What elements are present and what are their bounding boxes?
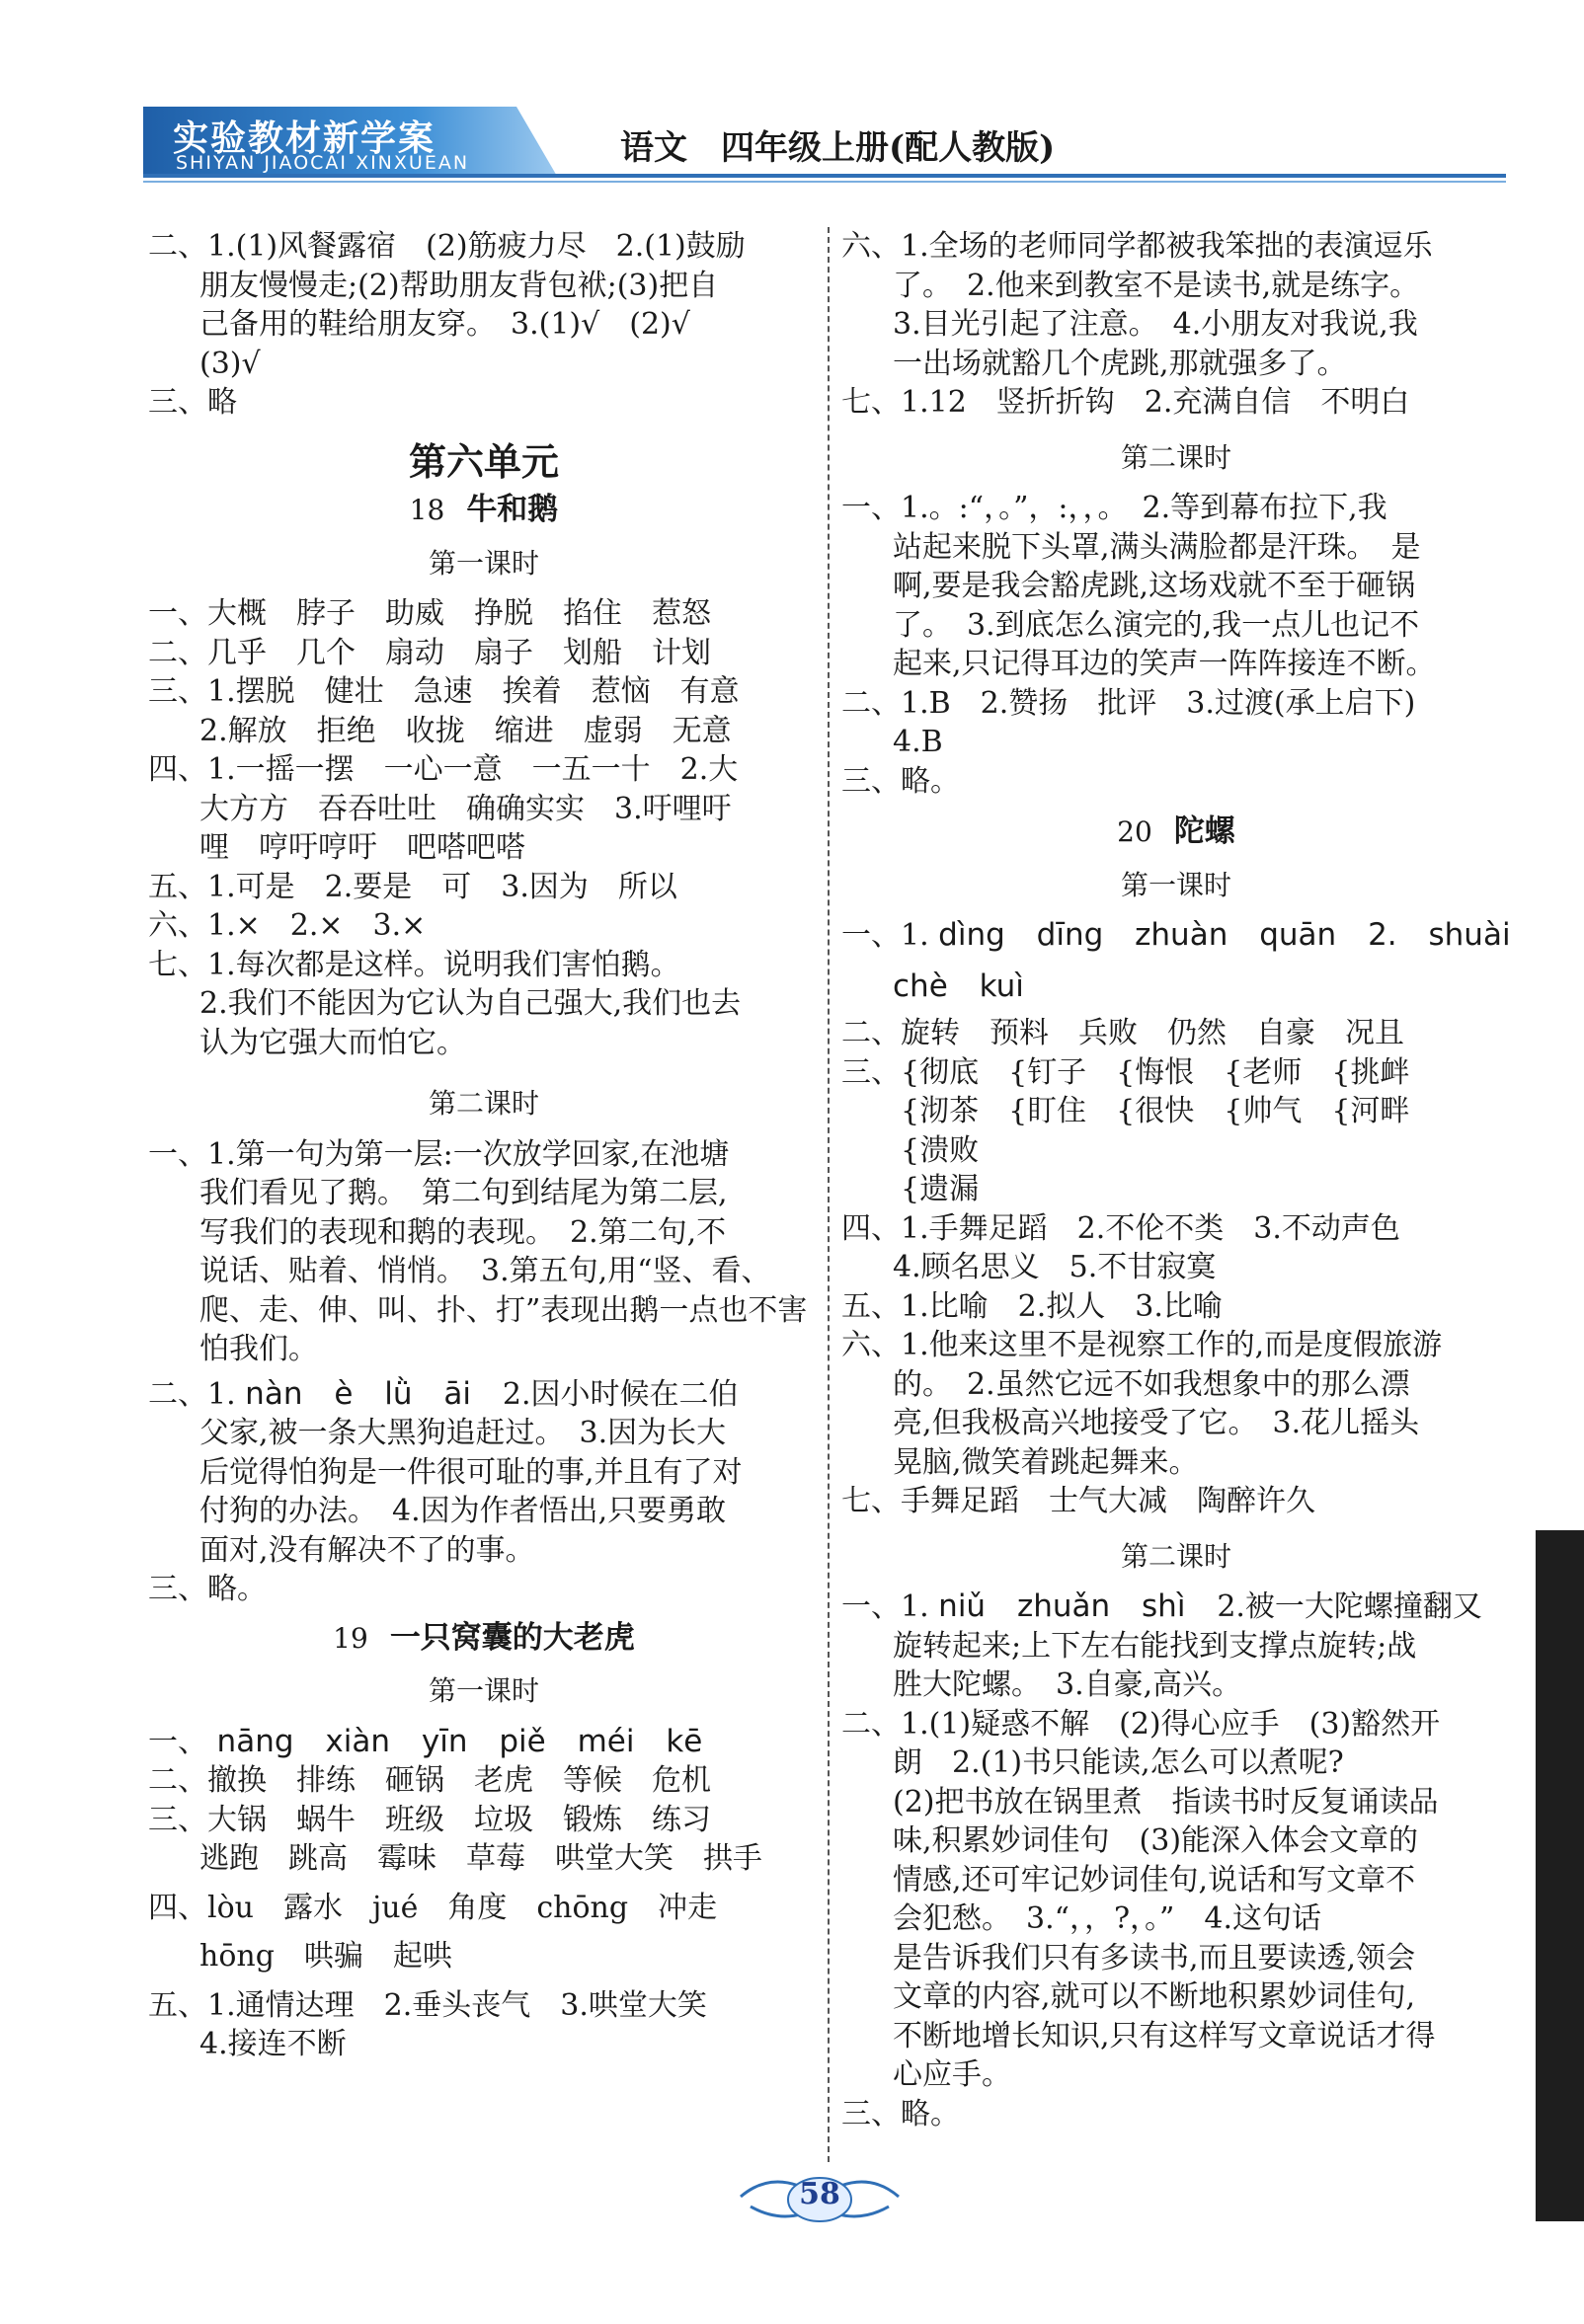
lesson-number: 20 — [1117, 815, 1152, 848]
page-header — [0, 0, 1584, 188]
pinyin: 2. — [1368, 917, 1397, 953]
answer-line: 三、略。 — [148, 1572, 267, 1606]
pinyin: dīng — [1036, 917, 1104, 953]
answer-line: 七、1.每次都是这样。说明我们害怕鹅。 — [148, 947, 680, 982]
answer-line: 胜大陀螺。 3.自豪,高兴。 — [893, 1667, 1242, 1702]
lesson-name: 一只窝囊的大老虎 — [389, 1619, 635, 1656]
answer-line: 2.解放 拒绝 收拢 缩进 虚弱 无意 — [199, 713, 732, 748]
pinyin: è — [334, 1375, 354, 1412]
answer-line: 文章的内容,就可以不断地积累妙词佳句, — [893, 1979, 1416, 2014]
answer-line: 4.B — [893, 725, 943, 759]
answer-line: 三、大锅 蜗牛 班级 垃圾 锻炼 练习 — [148, 1802, 711, 1837]
pinyin: dìng — [938, 917, 1005, 953]
pinyin: zhuàn — [1135, 917, 1228, 953]
answer-line: 4.顾名思义 5.不甘寂寞 — [893, 1250, 1217, 1284]
pinyin: méi — [577, 1723, 635, 1759]
lesson20-part2 — [841, 1588, 1511, 2133]
answer-line: 4.接连不断 — [199, 2027, 347, 2061]
answer-line: 味,积累妙词佳句 (3)能深入体会文章的 — [893, 1823, 1419, 1858]
logo-title: 实验教材新学案 — [173, 117, 436, 159]
pinyin-group — [893, 968, 1046, 1004]
answer-line: 五、1.可是 2.要是 可 3.因为 所以 — [148, 869, 677, 904]
lesson-number: 18 — [409, 494, 445, 526]
pinyin-group — [938, 1588, 1217, 1624]
answer-line: 3.目光引起了注意。 4.小朋友对我说,我 — [893, 307, 1418, 342]
answer-line: 二、1.(1)风餐露宿 (2)筋疲力尽 2.(1)鼓励 — [148, 229, 746, 264]
logo-subtitle: SHIYAN JIAOCAI XINXUEAN — [176, 152, 470, 174]
lesson18-part2 — [148, 1135, 820, 1609]
answer-line: 父家,被一条大黑狗追赶过。 3.因为长大 — [199, 1416, 727, 1450]
answer-line: 朋友慢慢走;(2)帮助朋友背包袱;(3)把自 — [199, 268, 719, 303]
pinyin: nāng — [216, 1723, 294, 1759]
answer-line: 认为它强大而怕它。 — [199, 1025, 466, 1060]
answer-line: 了。 3.到底怎么演完的,我一点儿也记不 — [893, 607, 1420, 643]
lesson-name: 牛和鹅 — [466, 492, 559, 527]
column-divider — [828, 227, 830, 2162]
answer-line: 五、1.通情达理 2.垂头丧气 3.哄堂大笑 — [148, 1987, 707, 2023]
answer-line: 二、1.(1)疑惑不解 (2)得心应手 (3)豁然开 — [841, 1706, 1441, 1742]
answer-prefix: 二、1. — [148, 1376, 236, 1412]
answer-line: {遗漏 — [841, 1172, 980, 1206]
answer-line: 四、lòu 露水 jué 角度 chōng 冲走 — [148, 1890, 718, 1925]
answer-line: 是告诉我们只有多读书,而且要读透,领会 — [893, 1940, 1416, 1975]
answer-line: hōng 哄骗 起哄 — [199, 1939, 452, 1974]
header-rule-thin — [143, 181, 1506, 183]
lesson19-part1 — [148, 1723, 820, 2064]
lesson20-part1 — [841, 916, 1511, 1521]
pinyin: nàn — [245, 1375, 303, 1412]
lesson-name: 陀螺 — [1173, 813, 1235, 849]
answer-line: 三、略。 — [841, 2096, 960, 2131]
pinyin-answer-line — [148, 1723, 820, 1762]
answer-line: 我们看见了鹅。 第二句到结尾为第二层, — [199, 1176, 728, 1210]
pinyin: shuài — [1428, 917, 1511, 953]
answer-line: 后觉得怕狗是一件很可耻的事,并且有了对 — [199, 1454, 743, 1490]
answer-line: 七、手舞足蹈 士气大减 陶醉许久 — [841, 1484, 1315, 1518]
answer-line: 六、1.他来这里不是视察工作的,而是度假旅游 — [841, 1328, 1443, 1362]
answer-line: 五、1.比喻 2.拟人 3.比喻 — [841, 1288, 1223, 1324]
answer-line: 一、1.第一句为第一层:一次放学回家,在池塘 — [148, 1136, 730, 1172]
answer-line: 四、1.一摇一摆 一心一意 一五一十 2.大 — [148, 752, 739, 787]
lesson19-part2 — [841, 489, 1511, 801]
header-rule — [143, 174, 1506, 178]
answer-line: 三、{彻底 {钉子 {悔恨 {老师 {挑衅 — [841, 1054, 1410, 1090]
edge-tab — [1536, 1530, 1584, 2221]
pinyin-answer-line — [841, 968, 1511, 1007]
pinyin: kuì — [979, 968, 1024, 1004]
section-title: 第一课时 — [1120, 868, 1231, 901]
answer-line: 七、1.12 竖折折钩 2.充满自信 不明白 — [841, 385, 1410, 420]
answer-line: 三、略 — [148, 385, 237, 420]
answer-line: 二、1.B 2.赞扬 批评 3.过渡(承上启下) — [841, 685, 1416, 721]
pinyin: niǔ — [938, 1588, 987, 1624]
answer-line: 六、1.× 2.× 3.× — [148, 908, 427, 943]
answer-line: 亮,但我极高兴地接受了它。 3.花儿摇头 — [893, 1406, 1420, 1440]
answer-line: 己备用的鞋给朋友穿。 3.(1)√ (2)√ — [199, 307, 690, 342]
right-column — [841, 227, 1511, 2133]
pinyin: xiàn — [325, 1723, 390, 1759]
pinyin-group — [217, 1724, 725, 1759]
pinyin: piě — [499, 1723, 546, 1759]
answer-line: 四、1.手舞足蹈 2.不伦不类 3.不动声色 — [841, 1210, 1400, 1246]
answer-line: 情感,还可牢记妙词佳句,说话和写文章不 — [893, 1862, 1416, 1898]
answer-line: (2)把书放在锅里煮 指读书时反复诵读品 — [893, 1784, 1439, 1820]
answer-line: 一出场就豁几个虎跳,那就强多了。 — [893, 346, 1347, 381]
pinyin: kē — [666, 1723, 703, 1759]
pinyin-group — [245, 1376, 503, 1412]
answer-line: 了。 2.他来到教室不是读书,就是练字。 — [893, 268, 1420, 303]
pinyin: quān — [1259, 917, 1337, 953]
answer-line: 二、撤换 排练 砸锅 老虎 等候 危机 — [148, 1763, 711, 1798]
answer-prefix: 一、 — [148, 1724, 207, 1759]
answer-line: 站起来脱下头罩,满头满脸都是汗珠。 是 — [893, 529, 1421, 565]
book-subject: 语文 四年级上册(配人教版) — [620, 128, 1056, 168]
pinyin-answer-line — [841, 1588, 1511, 1627]
answer-line: 大方方 吞吞吐吐 确确实实 3.吁哩吁 — [199, 791, 732, 826]
answer-line: 三、略。 — [841, 763, 960, 799]
lesson18-part1 — [148, 594, 820, 1062]
pinyin-answer-line — [841, 916, 1511, 956]
answer-line: 一、大概 脖子 助威 挣脱 掐住 惹怒 — [148, 596, 711, 631]
answer-line: 不断地增长知识,只有这样写文章说话才得 — [893, 2018, 1436, 2053]
answer-line: 晃脑,微笑着跳起舞来。 — [893, 1444, 1199, 1480]
section-title: 第二课时 — [428, 1087, 539, 1120]
lesson-number: 19 — [333, 1621, 368, 1655]
answer-line: 逃跑 跳高 霉味 草莓 哄堂大笑 拱手 — [199, 1841, 762, 1876]
answer-line: 的。 2.虽然它远不如我想象中的那么漂 — [893, 1366, 1410, 1402]
lesson-title — [841, 813, 1511, 852]
page-number: 58 — [799, 2177, 840, 2211]
left-column — [148, 227, 820, 2064]
pinyin-group — [938, 917, 1532, 953]
answer-prefix: 一、1. — [841, 918, 929, 953]
section-title: 第一课时 — [428, 1674, 539, 1707]
answer-line: (3)√ — [199, 346, 261, 381]
pinyin: āi — [443, 1375, 471, 1412]
answer-line: 二、旋转 预料 兵败 仍然 自豪 况且 — [841, 1016, 1404, 1050]
lesson-title — [148, 491, 820, 530]
answer-line: 2.我们不能因为它认为自己强大,我们也去 — [199, 986, 742, 1021]
lesson-title — [148, 1619, 820, 1659]
answer-line: 付狗的办法。 4.因为作者悟出,只要勇敢 — [199, 1494, 727, 1528]
answer-text: 2.因小时候在二伯 — [502, 1376, 739, 1412]
pinyin: zhuǎn — [1016, 1588, 1111, 1624]
pinyin-answer-line — [148, 1375, 820, 1415]
answer-line: 哩 哼吁哼吁 吧嗒吧嗒 — [199, 830, 525, 865]
answer-line: 爬、走、伸、叫、扑、打”表现出鹅一点也不害 — [199, 1292, 808, 1328]
answer-line: 朗 2.(1)书只能读,怎么可以煮呢? — [893, 1745, 1344, 1780]
unit-title: 第六单元 — [408, 438, 559, 484]
answer-prefix: 一、1. — [841, 1589, 929, 1624]
answer-text: 2.被一大陀螺撞翻又 — [1217, 1589, 1482, 1624]
pinyin: lǜ — [384, 1375, 413, 1412]
answer-line: 说话、贴着、悄悄。 3.第五句,用“竖、看、 — [199, 1254, 771, 1288]
answer-line: 啊,要是我会豁虎跳,这场戏就不至于砸锅 — [893, 569, 1416, 603]
pinyin: shì — [1142, 1588, 1186, 1624]
answer-line: {沏茶 {盯住 {很快 {帅气 {河畔 — [841, 1094, 1410, 1128]
pinyin: chè — [893, 968, 948, 1004]
pinyin: yīn — [421, 1723, 468, 1759]
answer-line: 一、1.。:“，。”，:，，。 2.等到幕布拉下,我 — [841, 491, 1387, 525]
answer-line: 怕我们。 — [199, 1332, 318, 1366]
answer-line: 起来,只记得耳边的笑声一阵阵接连不断。 — [893, 647, 1436, 681]
answer-line: 写我们的表现和鹅的表现。 2.第二句,不 — [199, 1214, 727, 1250]
section-title: 第二课时 — [1120, 1539, 1231, 1573]
answer-line: 六、1.全场的老师同学都被我笨拙的表演逗乐 — [841, 229, 1433, 264]
answer-line: 二、几乎 几个 扇动 扇子 划船 计划 — [148, 635, 711, 670]
prev-answers — [148, 227, 820, 423]
lesson19-continued — [841, 227, 1511, 423]
section-title: 第二课时 — [1120, 440, 1231, 474]
answer-line: 面对,没有解决不了的事。 — [199, 1532, 535, 1568]
answer-line: 三、1.摆脱 健壮 急速 挨着 惹恼 有意 — [148, 674, 740, 709]
answer-line: 旋转起来;上下左右能找到支撑点旋转;战 — [893, 1628, 1417, 1664]
answer-line: 会犯愁。 3.“，，?，。” 4.这句话 — [893, 1901, 1322, 1936]
answer-line: 心应手。 — [893, 2057, 1011, 2092]
section-title: 第一课时 — [428, 546, 539, 580]
answer-line: {溃败 — [841, 1132, 980, 1168]
